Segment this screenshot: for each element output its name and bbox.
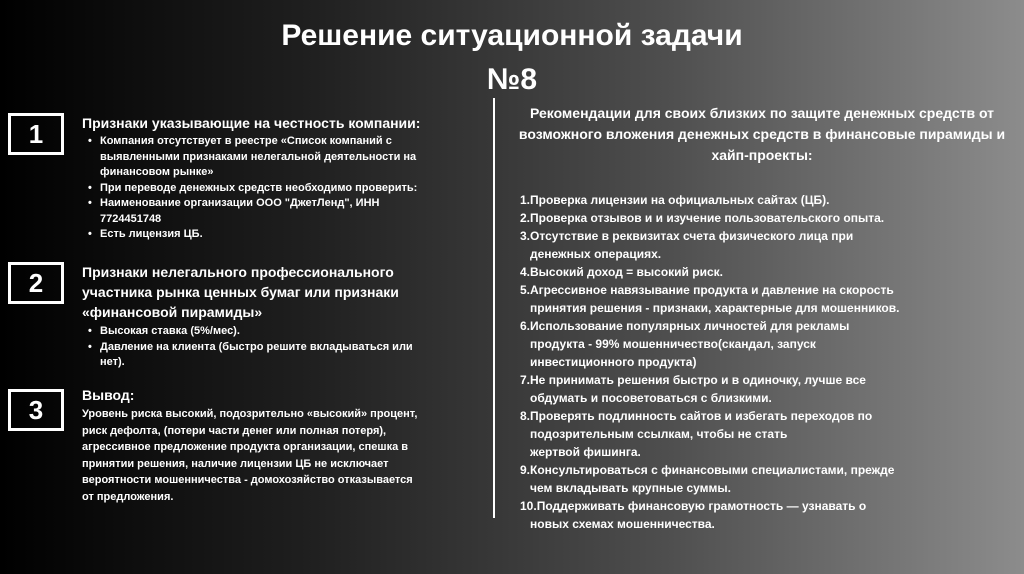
recommendation-item: 7.Не принимать решения быстро и в одиночку, лучше все обдумать и посоветоваться с близкими. [520, 373, 866, 405]
recommendation-item: 3.Отсутствие в реквизитах счета физического лица при денежных операциях. [520, 229, 854, 261]
bullet-item: • Наименование организации ООО "ДжетЛенд", ИНН 7724451748 [100, 196, 400, 227]
slide-title-line2: №8 [486, 63, 538, 96]
block-1-honesty-signs [82, 114, 442, 243]
block-1-number-box: 1 [8, 113, 64, 155]
bullet-item: • При переводе денежных средств необходимо проверить: [100, 181, 442, 197]
recommendation-item: 6.Использование популярных личностей для рекламы продукта - 99% мошенничество(скандал, запуск инвестиционного продукта) [520, 319, 850, 369]
block-3-heading: Вывод: [82, 387, 135, 403]
recommendation-item: 9.Консультироваться с финансовыми специалистами, прежде чем вкладывать крупные суммы. [520, 463, 895, 495]
block-2-bullets [82, 324, 427, 371]
block-2-number-box: 2 [8, 262, 64, 304]
slide-title-line1: Решение ситуационной задачи [281, 19, 743, 52]
block-3-number-box: 3 [8, 389, 64, 431]
block-2-illegal-signs [82, 262, 427, 371]
block-3-conclusion [82, 386, 422, 505]
slide-title [0, 14, 1024, 102]
bullet-item: • Давление на клиента (быстро решите вкладываться или нет). [100, 340, 427, 371]
recommendation-item: 10.Поддерживать финансовую грамотность — узнавать о новых схемах мошенничества. [520, 499, 867, 531]
recommendation-item: 4.Высокий доход = высокий риск. [520, 265, 723, 279]
recommendation-item: 1.Проверка лицензии на официальных сайтах (ЦБ). [520, 193, 830, 207]
recommendations-heading: Рекомендации для своих близких по защите денежных средств от возможного вложения денежных средств в финансовые пирамиды и хайп-проекты: [518, 105, 1006, 163]
conclusion-text: Уровень риска высокий, подозрительно «высокий» процент, риск дефолта, (потери части денег или полная потеря), агрессивное предложение продукта организации, спешка в принятии решения, наличие лицензии ЦБ не исключает вероятности мошенничества - домохозяйство отказывается от предложения. [82, 408, 418, 503]
block-2-heading: Признаки нелегального профессионального участника рынка ценных бумаг или признаки «финансовой пирамиды» [82, 264, 399, 320]
recommendation-item: 5.Агрессивное навязывание продукта и давление на скорость принятия решения - признаки, характерные для мошенников. [520, 283, 900, 315]
recommendations-list [520, 191, 920, 533]
block-1-bullets [82, 134, 442, 243]
recommendation-item: 8.Проверять подлинность сайтов и избегать переходов по подозрительным ссылкам, чтобы не стать жертвой фишинга. [520, 409, 873, 459]
bullet-item: • Есть лицензия ЦБ. [100, 227, 442, 243]
block-1-heading: Признаки указывающие на честность компании: [82, 115, 421, 131]
bullet-item: • Высокая ставка (5%/мес). [100, 324, 427, 340]
bullet-item: • Компания отсутствует в реестре «Список компаний с выявленными признаками нелегальной деятельности на финансовом рынке» [100, 134, 442, 181]
recommendation-item: 2.Проверка отзывов и и изучение пользовательского опыта. [520, 211, 885, 225]
vertical-divider [493, 98, 495, 518]
